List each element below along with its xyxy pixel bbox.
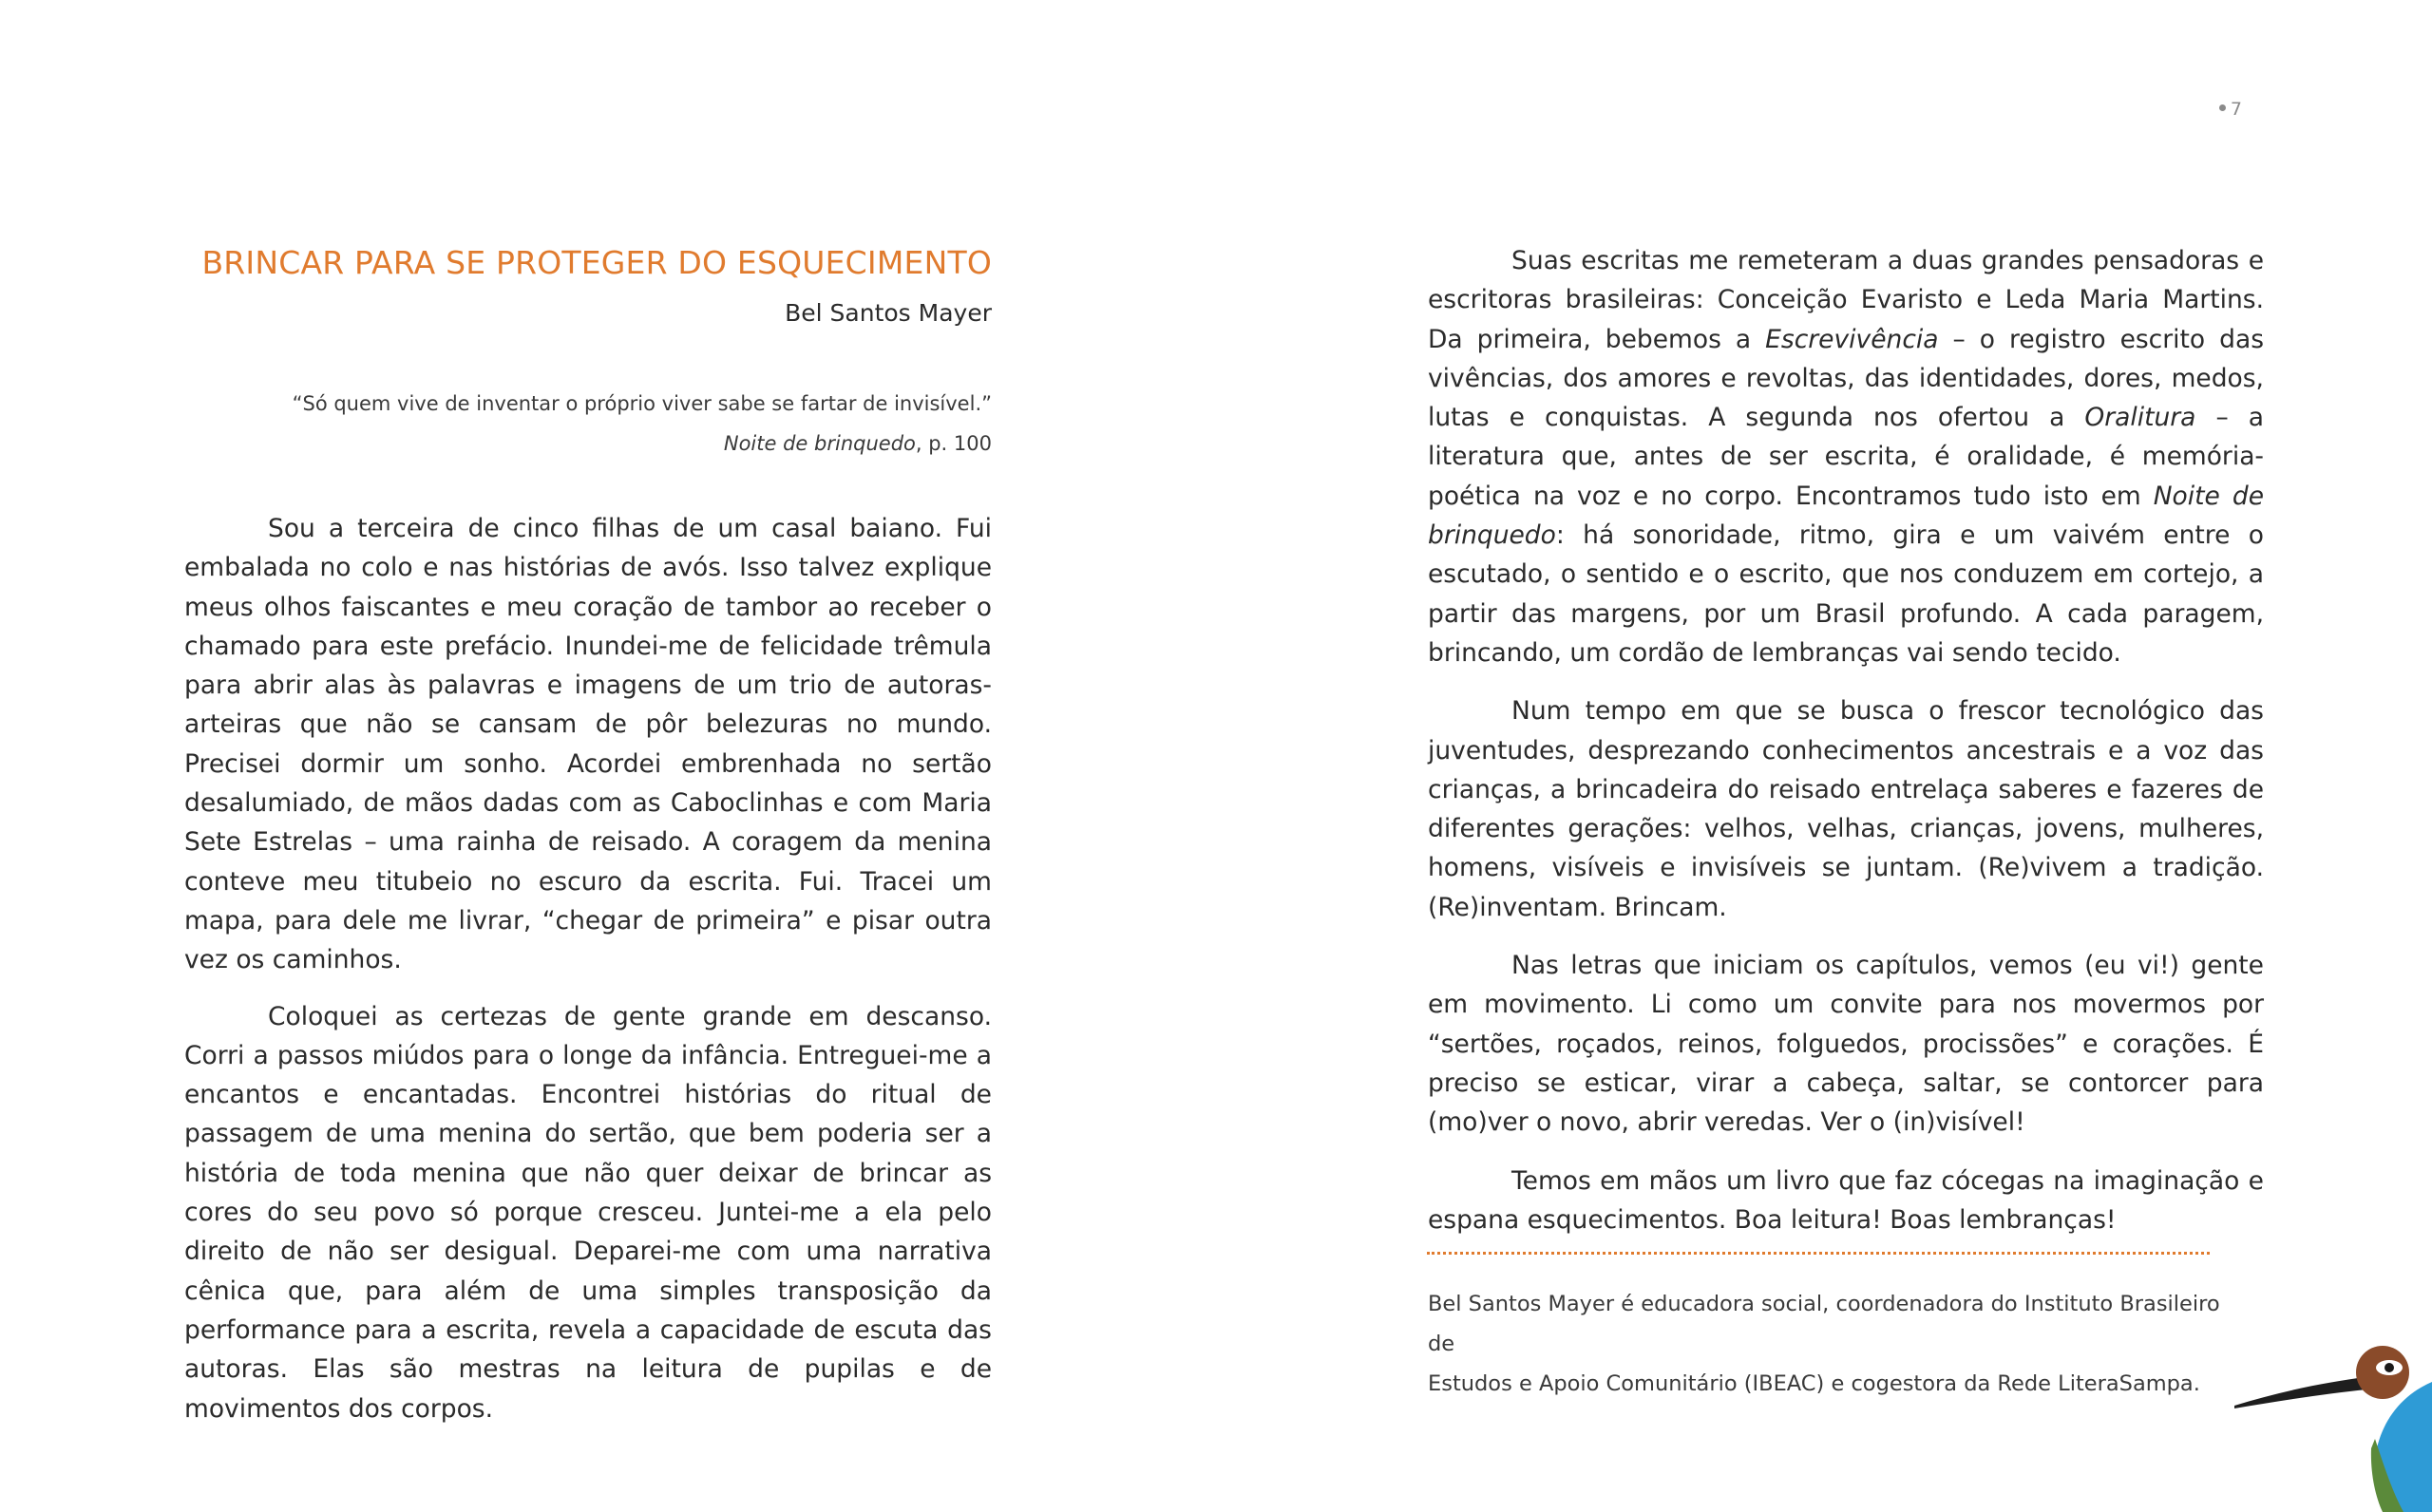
left-paragraph-2: Coloquei as certezas de gente grande em descanso. Corri a passos miúdos para o longe da infância. Entreguei-me a encantos e encantadas. Encontrei histórias do ritual de passagem de uma menina do sertão, que bem poderia ser a história de toda menina que não quer deixar de brincar as cores do seu povo só porque cresceu. Juntei-me a ela pelo direito de não ser desigual. Deparei-me com uma narrativa cênica que, para além de uma simples transposição da performance para a escrita, revela a capacidade de escuta das autoras. Elas são mestras na leitura de pupilas e de movimentos dos corpos. xyxy=(184,1001,992,1424)
author-bio: Bel Santos Mayer é educadora social, coordenadora do Instituto Brasileiro de Estudos e Apoio Comunitário (IBEAC) e cogestora da Rede LiteraSampa. xyxy=(1428,1292,2220,1396)
hummingbird-illustration xyxy=(2232,1325,2432,1512)
epigraph-source xyxy=(184,424,992,463)
dotted-divider xyxy=(1427,1252,2210,1255)
article-title: BRINCAR PARA SE PROTEGER DO ESQUECIMENTO xyxy=(201,244,992,281)
page-number: 7 xyxy=(2204,99,2242,120)
right-paragraph-2: Num tempo em que se busca o frescor tecnológico das juventudes, desprezando conhecimentos ancestrais e a voz das crianças, a brincadeira do reisado entrelaça saberes e fazeres de diferentes gerações: velhos, velhas, crianças, jovens, mulheres, homens, visíveis e invisíveis se juntam. (Re)vivem a tradição. (Re)inventam. Brincam. xyxy=(1428,696,2264,922)
epigraph-source-book: Noite de brinquedo xyxy=(723,432,916,455)
right-paragraph-3: Nas letras que iniciam os capítulos, vemos (eu vi!) gente em movimento. Li como um convite para nos movermos por “sertões, roçados, reinos, folguedos, procissões” e corações. É preciso se esticar, virar a cabeça, saltar, se contorcer para (mo)ver o novo, abrir veredas. Ver o (in)visível! xyxy=(1428,951,2264,1138)
right-paragraph-1: Suas escritas me remeteram a duas grandes pensadoras e escritoras brasileiras: Conceição Evaristo e Leda Maria Martins. Da primeira, bebemos a Escrevivência – o registro escrito das vivências, dos amores e revoltas, das identidades, dores, medos, lutas e conquistas. A segunda nos ofertou a Oralitura – a literatura que, antes de ser escrita, é oralidade, é memória-poética na voz e no corpo. Encontramos tudo isto em Noite de brinquedo: há sonoridade, ritmo, gira e um vaivém entre o escutado, o sentido e o escrito, que nos conduzem em cortejo, a partir das margens, por um Brasil profundo. A cada paragem, brincando, um cordão de lembranças vai sendo tecido. xyxy=(1428,246,2264,668)
article-author: Bel Santos Mayer xyxy=(785,299,992,327)
right-column xyxy=(1428,241,2264,1258)
left-paragraph-1: Sou a terceira de cinco filhas de um casal baiano. Fui embalada no colo e nas histórias de avós. Isso talvez explique meus olhos faiscantes e meu coração de tambor ao receber o chamado para este prefácio. Inundei-me de felicidade trêmula para abrir alas às palavras e imagens de um trio de autoras-arteiras que não se cansam de pôr belezuras no mundo. Precisei dormir um sonho. Acordei embrenhada no sertão desalumiado, de mãos dadas com as Caboclinhas e com Maria Sete Estrelas – uma rainha de reisado. A coragem da menina conteve meu titubeio no escuro da escrita. Fui. Tracei um mapa, para dele me livrar, “chegar de primeira” e pisar outra vez os caminhos. xyxy=(184,514,992,975)
left-column xyxy=(184,236,992,1428)
bullet-dot-icon xyxy=(2219,104,2226,111)
epigraph-source-page: , p. 100 xyxy=(915,432,992,455)
epigraph-quote: “Só quem vive de inventar o próprio viver sabe se fartar de invisível.” xyxy=(292,392,992,415)
right-paragraph-4: Temos em mãos um livro que faz cócegas na imaginação e espana esquecimentos. Boa leitura! Boas lembranças! xyxy=(1428,1165,2264,1235)
bird-beak xyxy=(2234,1377,2367,1408)
